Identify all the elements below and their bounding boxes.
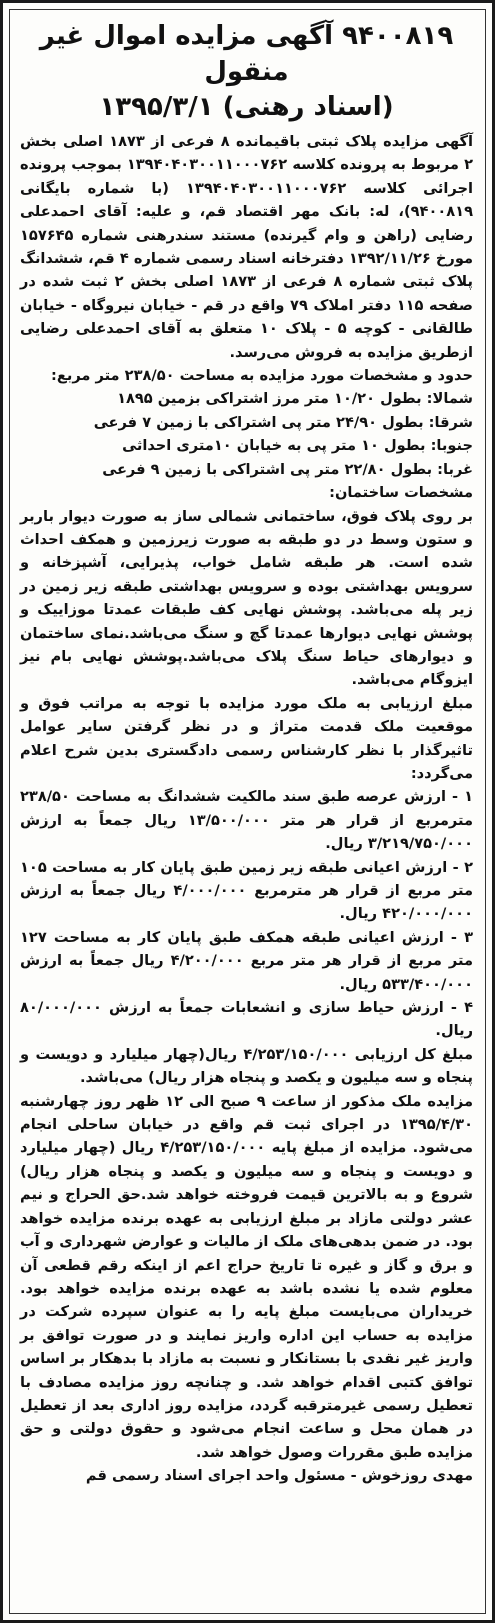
total-value: مبلغ کل ارزیابی ۴/۲۵۳/۱۵۰/۰۰۰ ریال(چهار میلیارد و دویست و پنجاه و سه میلیون و یکصد و پنجاه هزار ریال) می‌باشد. [20, 1045, 473, 1087]
boundary-west: غربا: بطول ۲۲/۸۰ متر پی اشتراکی با زمین ۹ فرعی [102, 460, 473, 478]
valuation-item-basement: ۲ - ارزش اعیانی طبقه زیر زمین طبق پایان کار به مساحت ۱۰۵ متر مربع از قرار هر مترمربع ۴/۰۰۰/۰۰۰ ریال جمعاً به ارزش ۴۲۰/۰۰۰/۰۰۰ ریال. [20, 858, 473, 923]
notice-subtitle: (اسناد رهنی) ۱۳۹۵/۳/۱ [99, 92, 394, 122]
boundary-east: شرقا: بطول ۲۴/۹۰ متر پی اشتراکی با زمین ۷ فرعی [93, 413, 473, 431]
notice-title: ۹۴۰۰۸۱۹ آگهی مزایده اموال غیر منقول [39, 21, 454, 87]
boundaries-heading: حدود و مشخصات مورد مزایده به مساحت ۲۳۸/۵۰ متر مربع: [51, 367, 473, 385]
notice-frame [9, 9, 486, 1614]
valuation-item-ground-floor: ۳ - ارزش اعیانی طبقه همکف طبق پایان کار به مساحت ۱۲۷ متر مربع از قرار هر متر مربع ۴/۲۰۰/۰۰۰ ریال جمعاً به ارزش ۵۳۳/۴۰۰/۰۰۰ ریال. [20, 928, 473, 993]
building-heading: مشخصات ساختمان: [329, 484, 473, 502]
valuation-item-land: ۱ - ارزش عرصه طبق سند مالکیت ششدانگ به مساحت ۲۳۸/۵۰ مترمربع از قرار هر متر ۱۳/۵۰۰/۰۰۰ ریال جمعاً به ارزش ۳/۲۱۹/۷۵۰/۰۰۰ ریال. [20, 788, 474, 853]
building-description: بر روی پلاک فوق، ساختمانی شمالی ساز به صورت دیوار باربر و ستون وسط در دو طبقه به صورت زیرزمین و همکف احداث شده است. هر طبقه شامل خواب، پذیرایی، آشپزخانه و سرویس بهداشتی بوده و سرویس بهداشتی طبقه زیر زمین در زیر پله می‌باشد. پوشش نهایی کف طبقات عمدتا موزاییک و پوشش نهایی دیوارها عمدتا گچ و سنگ می‌باشد.نمای ساختمان و دیوارهای حیاط سنگ پلاک می‌باشد.پوشش نهایی بام نیز ایزوگام می‌باشد. [20, 507, 473, 689]
boundary-north: شمالا: بطول ۱۰/۲۰ متر مرز اشتراکی بزمین ۱۸۹۵ [117, 390, 473, 408]
boundary-south: جنوبا: بطول ۱۰ متر پی به خیابان ۱۰متری احداثی [122, 437, 473, 455]
intro-paragraph: آگهی مزایده پلاک ثبتی باقیمانده ۸ فرعی از ۱۸۷۳ اصلی بخش ۲ مربوط به پرونده کلاسه ۱۳۹۴۰۴۰۳۰۰۱۱۰۰۰۷۶۲ بموجب پرونده اجرائی کلاسه ۱۳۹۴۰۴۰۳۰۰۱۱۰۰۰۷۶۲ (با شماره بایگانی ۹۴۰۰۸۱۹)، له: بانک مهر اقتصاد قم، و علیه: آقای احمدعلی رضایی (راهن و وام گیرنده) مستند سندرهنی شماره ۱۵۷۶۴۵ مورخ ۱۳۹۲/۱۱/۲۶ دفترخانه اسناد رسمی شماره ۴ قم، ششدانگ پلاک ثبتی شماره ۸ فرعی از ۱۸۷۳ اصلی بخش ۲ ثبت شده در صفحه ۱۱۵ دفتر املاک ۷۹ واقع در قم - خیابان نیروگاه - خیابان طالقانی - کوچه ۵ - پلاک ۱۰ متعلق به آقای احمدعلی رضایی ازطریق مزایده به فروش می‌رسد. [20, 133, 474, 361]
auction-terms: مزایده ملک مذکور از ساعت ۹ صبح الی ۱۲ ظهر روز چهارشنبه ۱۳۹۵/۴/۳۰ در اجرای ثبت قم واقع در خیابان ساحلی انجام می‌شود. مزایده از مبلغ پایه ۴/۲۵۳/۱۵۰/۰۰۰ ریال (چهار میلیارد و دویست و پنجاه و سه میلیون و یکصد و پنجاه هزار ریال) شروع و به بالاترین قیمت فروخته خواهد شد.حق الحراج و نیم عشر دولتی مازاد بر مبلغ ارزیابی به عهده برنده مزایده خواهد بود. در ضمن بدهی‌های ملک از مالیات و عوارض شهرداری و آب و برق و گاز و غیره تا تاریخ حراج اعم از اینکه رقم قطعی آن معلوم شده یا نشده باشد به عهده برنده مزایده خواهد بود. خریداران می‌بایست مبلغ پایه را به عنوان سپرده شرکت در مزایده به حساب این اداره واریز نمایند و در صورت توافق بر واریز غیر نقدی با بستانکار و نسبت به مازاد با بدهکار بر اساس توافق کتبی اقدام خواهد شد. و چنانچه روز مزایده مصادف با تعطیل رسمی غیرمترقبه گردد، مزایده روز اداری بعد از تعطیل در همان محل و ساعت انجام می‌شود و حقوق دولتی و حق مزایده طبق مقررات وصول خواهد شد. [20, 1092, 473, 1461]
signature: مهدی روزخوش - مسئول واحد اجرای اسناد رسمی قم [85, 1467, 473, 1485]
valuation-item-yard: ۴ - ارزش حیاط سازی و انشعابات جمعاً به ارزش ۸۰/۰۰۰/۰۰۰ ریال. [20, 999, 473, 1040]
valuation-intro: مبلغ ارزیابی به ملک مورد مزایده با توجه به مراتب فوق و موقعیت ملک قدمت متراژ و در نظر گرفتن سایر عوامل تاثیرگذار با نظر کارشناس رسمی دادگستری بدین شرح اعلام می‌گردد: [20, 694, 473, 782]
